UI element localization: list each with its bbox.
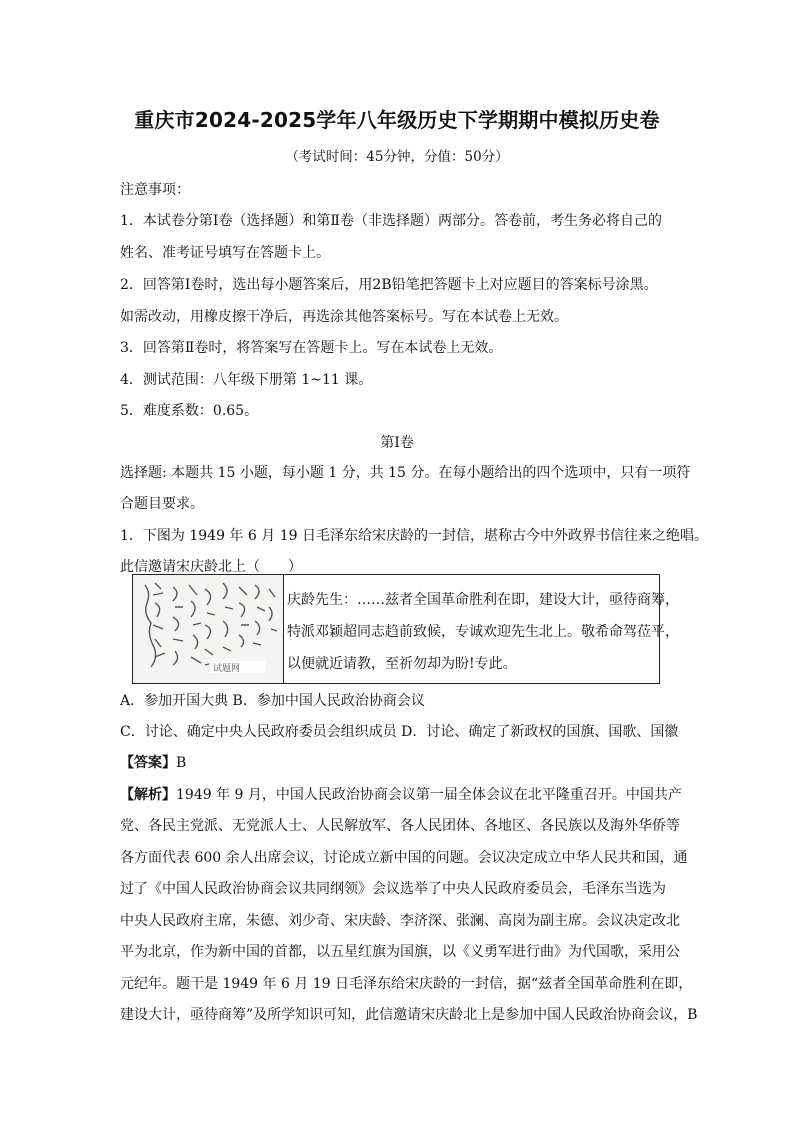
analysis-label: 【解析】 bbox=[120, 787, 176, 803]
section-label: 第Ⅰ卷 bbox=[380, 435, 414, 451]
option-line: A．参加开国大典 B．参加中国人民政治协商会议 bbox=[120, 693, 425, 709]
analysis-line: 各方面代表 600 余人出席会议，讨论成立新中国的问题。会议决定成立中华人民共和国，通 bbox=[120, 850, 688, 866]
page-title: 重庆市2024-2025学年八年级历史下学期期中模拟历史卷 bbox=[134, 108, 660, 132]
note-line: 5．难度系数：0.65。 bbox=[120, 403, 259, 419]
image-watermark: 试题网 bbox=[213, 664, 241, 674]
note-line: 1．本试卷分第Ⅰ卷（选择题）和第Ⅱ卷（非选择题）两部分。答卷前，考生务必将自己的 bbox=[120, 213, 662, 229]
answer-value: B bbox=[176, 755, 187, 771]
answer-label: 【答案】 bbox=[120, 755, 176, 771]
question-stem: 此信邀请宋庆龄北上（ ） bbox=[120, 559, 302, 575]
option-line: C．讨论、确定中央人民政府委员会组织成员 D．讨论、确定了新政权的国旗、国歌、国徽 bbox=[120, 724, 679, 740]
analysis-text: 1949 年 9 月，中国人民政治协商会议第一届全体会议在北平隆重召开。中国共产 bbox=[176, 787, 682, 803]
letter-line: 特派邓颖超同志趋前致候，专诚欢迎先生北上。敬希命驾莅平， bbox=[287, 624, 679, 640]
letter-line: 庆龄先生：……兹者全国革命胜利在即，建设大计，亟待商筹， bbox=[287, 592, 679, 608]
letter-line: 以便就近请教，至祈勿却为盼!专此。 bbox=[287, 656, 517, 672]
notes-heading: 注意事项： bbox=[120, 182, 190, 198]
section-intro: 选择题: 本题共 15 小题，每小题 1 分，共 15 分。在每小题给出的四个选项中，只有一项符 bbox=[120, 465, 691, 481]
analysis-line: 党、各民主党派、无党派人士、人民解放军、各人民团体、各地区、各民族以及海外华侨等 bbox=[120, 818, 680, 834]
handwritten-letter-image bbox=[133, 575, 284, 683]
letter-table bbox=[132, 574, 679, 684]
analysis-line: 中央人民政府主席，朱德、刘少奇、宋庆龄、李济深、张澜、高岗为副主席。会议决定改北 bbox=[120, 913, 680, 929]
analysis-line: 元纪年。题干是 1949 年 6 月 19 日毛泽东给宋庆龄的一封信，据“兹者全国革命胜利在即， bbox=[120, 976, 693, 992]
note-line: 4．测试范围：八年级下册第 1~11 课。 bbox=[120, 372, 373, 388]
note-line: 2．回答第Ⅰ卷时，选出每小题答案后，用2B铅笔把答题卡上对应题目的答案标号涂黑。 bbox=[120, 277, 658, 293]
note-line: 如需改动，用橡皮擦干净后，再选涂其他答案标号。写在本试卷上无效。 bbox=[120, 309, 568, 325]
exam-time-info: （考试时间：45分钟，分值：50分） bbox=[285, 149, 509, 165]
analysis-line: 平为北京，作为新中国的首都，以五星红旗为国旗，以《义勇军进行曲》为代国歌，采用公 bbox=[120, 944, 680, 960]
answer-line bbox=[120, 752, 690, 772]
analysis-line: 过了《中国人民政治协商会议共同纲领》会议选举了中央人民政府委员会，毛泽东当选为 bbox=[120, 881, 666, 897]
note-line: 姓名、准考证号填写在答题卡上。 bbox=[120, 245, 330, 261]
analysis-line: 建设大计，亟待商筹”及所学知识可知，此信邀请宋庆龄北上是参加中国人民政治协商会议，B bbox=[120, 1007, 698, 1023]
analysis-line bbox=[120, 784, 690, 804]
section-intro: 合题目要求。 bbox=[120, 496, 204, 512]
question-stem: 1．下图为 1949 年 6 月 19 日毛泽东给宋庆龄的一封信，堪称古今中外政界书信往来之绝唱。 bbox=[120, 528, 708, 544]
note-line: 3．回答第Ⅱ卷时，将答案写在答题卡上。写在本试卷上无效。 bbox=[120, 340, 503, 356]
